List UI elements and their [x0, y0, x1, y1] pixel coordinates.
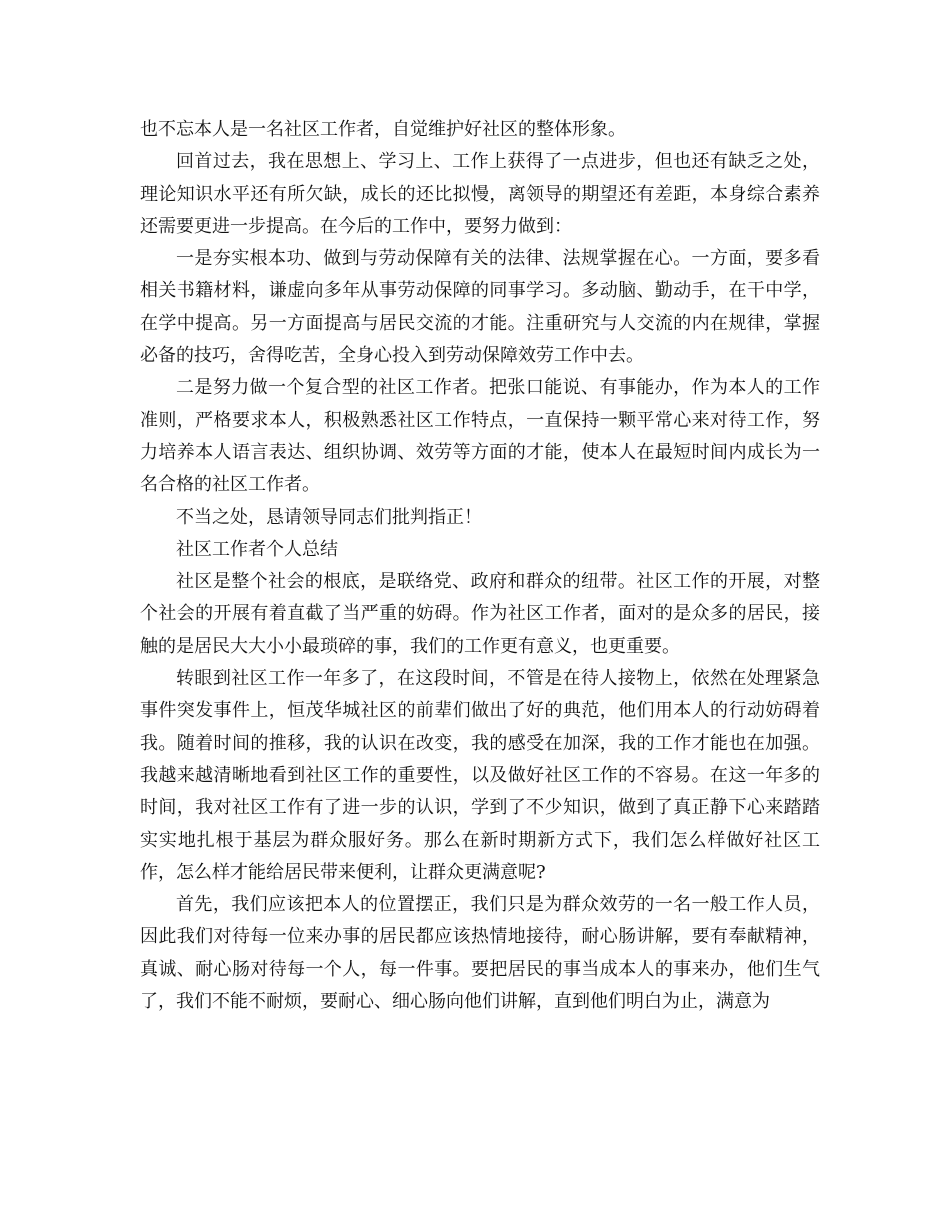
paragraph: 一是夯实根本功、做到与劳动保障有关的法律、法规掌握在心。一方面，要多看相关书籍材料，谦虚向多年从事劳动保障的同事学习。多动脑、勤动手，在干中学，在学中提高。另一方面提高与居民交流的才能。注重研究与人交流的内在规律，掌握必备的技巧，舍得吃苦，全身心投入到劳动保障效劳工作中去。 [140, 248, 820, 367]
paragraph: 二是努力做一个复合型的社区工作者。把张口能说、有事能办，作为本人的工作准则，严格要求本人，积极熟悉社区工作特点，一直保持一颗平常心来对待工作，努力培养本人语言表达、组织协调、效劳等方面的才能，使本人在最短时间内成长为一名合格的社区工作者。 [140, 377, 820, 496]
document-body [140, 114, 820, 1018]
paragraph: 首先，我们应该把本人的位置摆正，我们只是为群众效劳的一名一般工作人员，因此我们对待每一位来办事的居民都应该热情地接待，耐心肠讲解，要有奉献精神，真诚、耐心肠对待每一个人，每一件事。要把居民的事当成本人的事来办，他们生气了，我们不能不耐烦，要耐心、细心肠向他们讲解，直到他们明白为止，满意为 [140, 894, 820, 1013]
paragraph: 社区是整个社会的根底，是联络党、政府和群众的纽带。社区工作的开展，对整个社会的开展有着直截了当严重的妨碍。作为社区工作者，面对的是众多的居民，接触的是居民大大小小最琐碎的事，我们的工作更有意义，也更重要。 [140, 571, 820, 657]
paragraph: 转眼到社区工作一年多了，在这段时间，不管是在待人接物上，依然在处理紧急事件突发事件上，恒茂华城社区的前辈们做出了好的典范，他们用本人的行动妨碍着我。随着时间的推移，我的认识在改变，我的感受在加深，我的工作才能也在加强。我越来越清晰地看到社区工作的重要性，以及做好社区工作的不容易。在这一年多的时间，我对社区工作有了进一步的认识，学到了不少知识，做到了真正静下心来踏踏实实地扎根于基层为群众服好务。那么在新时期新方式下，我们怎么样做好社区工作，怎么样才能给居民带来便利，让群众更满意呢? [140, 668, 820, 883]
paragraph: 回首过去，我在思想上、学习上、工作上获得了一点进步，但也还有缺乏之处，理论知识水平还有所欠缺，成长的还比拟慢，离领导的期望还有差距，本身综合素养还需要更进一步提高。在今后的工作中，要努力做到： [140, 151, 820, 237]
paragraph-continued: 也不忘本人是一名社区工作者，自觉维护好社区的整体形象。 [140, 119, 626, 140]
section-title: 社区工作者个人总结 [176, 538, 338, 560]
paragraph: 不当之处，恳请领导同志们批判指正！ [176, 506, 482, 528]
